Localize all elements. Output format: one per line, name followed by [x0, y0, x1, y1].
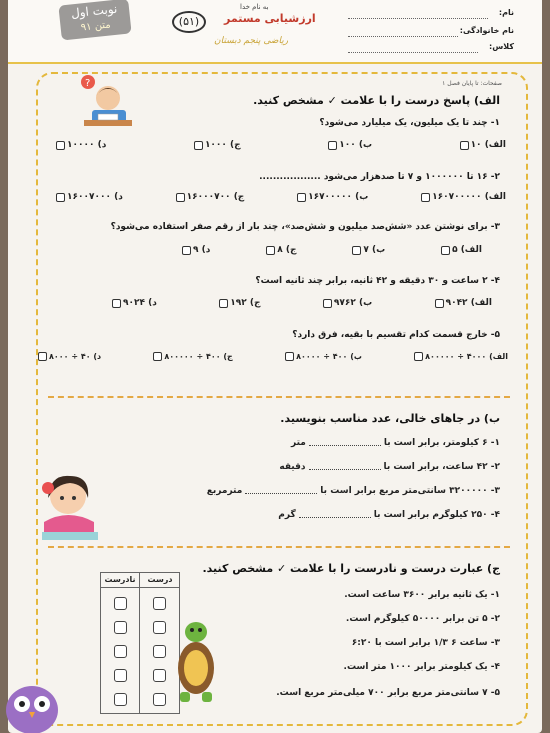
incorrect-checkbox-1[interactable]: [114, 597, 127, 610]
incorrect-header: نادرست: [101, 573, 139, 588]
checkbox[interactable]: [38, 352, 47, 361]
question-a5-options: [38, 352, 508, 361]
checkbox[interactable]: [219, 299, 228, 308]
checkbox[interactable]: [194, 141, 203, 150]
checkbox[interactable]: [323, 299, 332, 308]
option-label: ج) ۴۰۰ ÷ ۸۰۰۰۰۰: [164, 352, 233, 361]
answer-blank[interactable]: [245, 493, 317, 494]
question-a2-options: [56, 192, 506, 202]
correct-checkbox-3[interactable]: [153, 645, 166, 658]
page-number: (۵۱): [172, 11, 206, 33]
option-label: د) ۱۶۰۰۷۰۰۰: [67, 192, 123, 202]
page-range: صفحات: تا پایان فصل ۱: [442, 80, 502, 87]
section-divider: [48, 546, 510, 548]
question-a4-options: [112, 298, 492, 308]
fill-item-1: [291, 438, 500, 448]
incorrect-checkbox-2[interactable]: [114, 621, 127, 634]
option-label: د) ۱۰۰۰۰: [67, 140, 107, 150]
checkbox[interactable]: [328, 141, 337, 150]
answer-blank[interactable]: [299, 517, 371, 518]
question-a1-options: [56, 140, 506, 150]
checkbox[interactable]: [421, 193, 430, 202]
option[interactable]: [176, 192, 245, 202]
option-label: الف) ۴۰۰۰ ÷ ۸۰۰۰۰۰: [425, 352, 508, 361]
answer-blank[interactable]: [309, 445, 381, 446]
option[interactable]: [112, 298, 157, 308]
fill-item-text: ۳- ۳۲۰۰۰۰۰ سانتی‌متر مربع برابر است با: [320, 486, 500, 496]
option-label: د) ۹۰۲۴: [123, 298, 157, 308]
checkbox[interactable]: [112, 299, 121, 308]
option-label: ب) ۴۰۰ ÷ ۸۰۰۰۰: [296, 352, 362, 361]
table-column-divider: [139, 587, 140, 713]
checkbox[interactable]: [414, 352, 423, 361]
family-line[interactable]: [348, 36, 458, 37]
fill-item-4: [278, 510, 500, 520]
question-a3: ۳- برای نوشتن عدد «شش‌صد میلیون و شش‌صد»، چند بار از رقم صفر استفاده می‌شود؟: [110, 222, 500, 232]
name-label: نام:: [498, 8, 514, 17]
option[interactable]: [297, 192, 368, 202]
option-label: د) ۹: [193, 245, 211, 255]
option-label: الف) ۱۶۰۷۰۰۰۰۰: [432, 192, 506, 202]
checkbox[interactable]: [56, 141, 65, 150]
option-label: ج) ۱۰۰۰: [204, 140, 241, 150]
question-a4: ۴- ۲ ساعت و ۳۰ دقیقه و ۴۲ ثانیه، برابر چند ثانیه است؟: [255, 276, 500, 286]
option[interactable]: [38, 352, 101, 361]
page-subtitle: ریاضی پنجم دبستان: [214, 36, 289, 46]
option[interactable]: [153, 352, 232, 361]
fill-item-2: [279, 462, 500, 472]
option-label: ب) ۱۰۰: [339, 140, 372, 150]
correct-checkbox-2[interactable]: [153, 621, 166, 634]
fill-item-unit: متر: [290, 438, 306, 448]
option[interactable]: [414, 352, 508, 361]
page-title: ارزشیابی مستمر: [224, 12, 316, 25]
option-label: ب) ۷: [363, 245, 386, 255]
checkbox[interactable]: [56, 193, 65, 202]
worksheet-page: [8, 0, 542, 733]
checkbox[interactable]: [297, 193, 306, 202]
option[interactable]: [194, 140, 241, 150]
svg-text:?: ?: [85, 78, 91, 89]
option-label: ج) ۱۶۰۰۰۷۰۰: [186, 192, 245, 202]
fill-item-text: ۲- ۴۲ ساعت، برابر است با: [383, 462, 500, 472]
family-label: نام خانوادگی:: [459, 26, 514, 35]
correct-checkbox-5[interactable]: [153, 693, 166, 706]
answer-blank[interactable]: [309, 469, 381, 470]
correct-checkbox-4[interactable]: [153, 669, 166, 682]
bismillah: به نام خدا: [240, 3, 269, 11]
option[interactable]: [182, 245, 210, 255]
header: [8, 0, 542, 64]
tf-item-2: ۲- ۵ تن برابر ۵۰۰۰۰ کیلوگرم است.: [345, 614, 500, 624]
checkbox[interactable]: [182, 246, 191, 255]
option[interactable]: [285, 352, 362, 361]
tf-item-5: ۵- ۷ سانتی‌متر مربع برابر ۷۰۰ میلی‌متر مربع است.: [276, 688, 500, 698]
checkbox[interactable]: [352, 246, 361, 255]
option[interactable]: [441, 245, 482, 255]
owl-illustration: [4, 676, 60, 733]
incorrect-checkbox-5[interactable]: [114, 693, 127, 706]
girl-thinking-illustration: [34, 470, 104, 542]
fill-item-unit: گرم: [278, 510, 296, 520]
option[interactable]: [219, 298, 260, 308]
section-c-title: ج) عبارت درست و نادرست را با علامت ✓ مشخص کنید.: [202, 562, 500, 575]
fill-item-3: [207, 486, 500, 496]
fill-item-unit: دقیقه: [279, 462, 306, 472]
tf-item-4: ۴- یک کیلومتر برابر ۱۰۰۰ متر است.: [343, 662, 500, 672]
badge-subtitle: متن ۹۱: [80, 19, 112, 34]
fill-item-text: ۱- ۶ کیلومتر، برابر است با: [383, 438, 500, 448]
option-label: الف) ۱۰: [470, 140, 506, 150]
class-line[interactable]: [348, 52, 478, 53]
option-label: الف) ۹۰۴۲: [445, 298, 492, 308]
tf-item-1: ۱- یک ثانیه برابر ۳۶۰۰ ساعت است.: [344, 590, 500, 600]
option[interactable]: [266, 245, 296, 255]
name-line[interactable]: [348, 18, 488, 19]
section-divider: [48, 396, 510, 398]
option[interactable]: [56, 192, 123, 202]
tf-item-3: ۳- ساعت ۶ ۱/۳ برابر است با ۶:۲۰: [351, 638, 500, 648]
option[interactable]: [352, 245, 385, 255]
checkbox[interactable]: [285, 352, 294, 361]
checkbox[interactable]: [435, 299, 444, 308]
checkbox[interactable]: [176, 193, 185, 202]
term-badge: [58, 0, 131, 41]
turtle-illustration: [172, 618, 218, 704]
option[interactable]: [421, 192, 506, 202]
checkbox[interactable]: [460, 141, 469, 150]
option-label: د) ۴۰ ÷ ۸۰۰۰: [49, 352, 102, 361]
class-label: کلاس:: [489, 42, 514, 51]
question-a5: ۵- خارج قسمت کدام تقسیم با بقیه، فرق دارد؟: [292, 330, 500, 340]
option-label: ب) ۹۷۶۲: [333, 298, 373, 308]
true-false-table: [100, 572, 180, 714]
section-a-title: الف) پاسخ درست را با علامت ✓ مشخص کنید.: [253, 94, 500, 107]
badge-title: نوبت اول: [70, 1, 118, 21]
option-label: ب) ۱۶۷۰۰۰۰۰: [308, 192, 369, 202]
option-label: الف) ۵: [452, 245, 482, 255]
option-label: ج) ۸: [277, 245, 297, 255]
correct-header: درست: [139, 573, 180, 588]
option[interactable]: [435, 298, 492, 308]
fill-item-unit: مترمربع: [206, 486, 243, 496]
section-b-title: ب) در جاهای خالی، عدد مناسب بنویسید.: [280, 412, 500, 425]
checkbox[interactable]: [153, 352, 162, 361]
incorrect-checkbox-4[interactable]: [114, 669, 127, 682]
incorrect-checkbox-3[interactable]: [114, 645, 127, 658]
option[interactable]: [323, 298, 372, 308]
option[interactable]: [460, 140, 506, 150]
fill-item-text: ۴- ۲۵۰ کیلوگرم برابر است با: [373, 510, 500, 520]
boy-studying-illustration: [78, 72, 136, 130]
correct-checkbox-1[interactable]: [153, 597, 166, 610]
option[interactable]: [56, 140, 106, 150]
question-a1: ۱- چند تا یک میلیون، یک میلیارد می‌شود؟: [319, 118, 500, 128]
question-a3-options: [182, 245, 482, 255]
checkbox[interactable]: [266, 246, 275, 255]
question-a2: ۲- ۱۶ تا ۱۰۰۰۰۰۰ و ۷ تا صدهزار می‌شود ..................: [259, 172, 500, 182]
option[interactable]: [328, 140, 372, 150]
checkbox[interactable]: [441, 246, 450, 255]
option-label: ج) ۱۹۲: [230, 298, 261, 308]
